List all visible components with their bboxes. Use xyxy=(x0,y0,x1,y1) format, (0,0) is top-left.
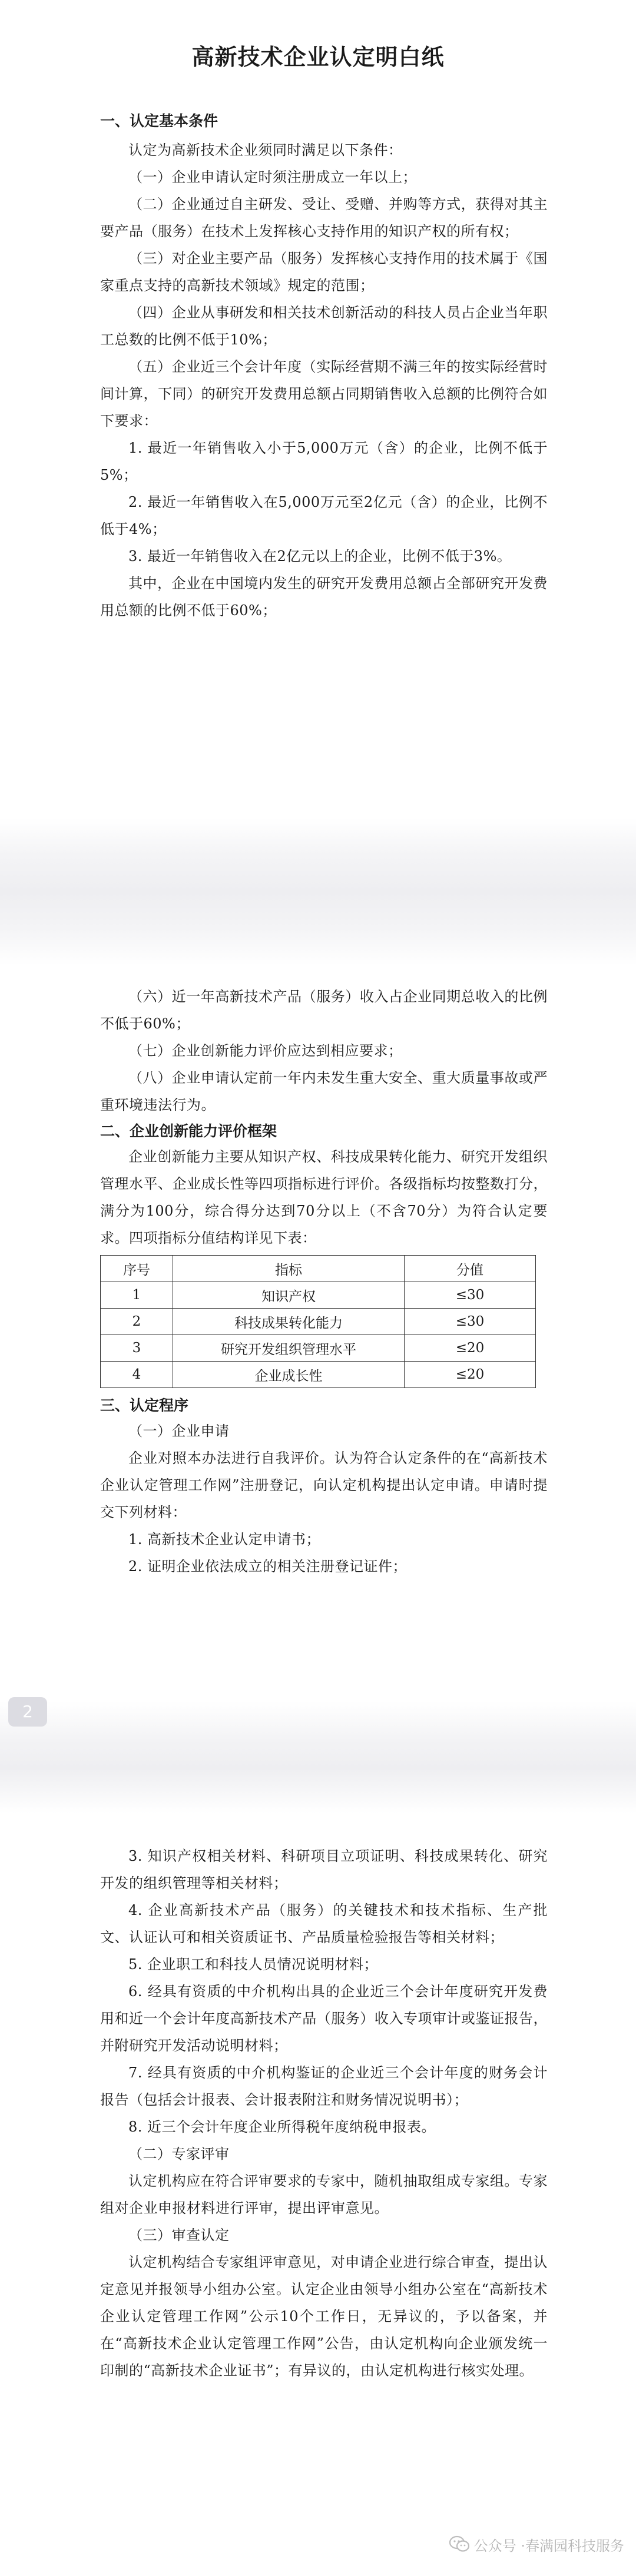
table-row xyxy=(101,1309,536,1335)
table-cell: ≤20 xyxy=(405,1335,536,1362)
table-cell: 研究开发组织管理水平 xyxy=(173,1335,405,1362)
paragraph: （七）企业创新能力评价应达到相应要求； xyxy=(128,1043,403,1059)
page2-content xyxy=(100,983,548,1580)
document-page-1 xyxy=(0,0,636,818)
watermark-account-name: 春满园科技服务 xyxy=(525,2537,624,2554)
paragraph: 2. 最近一年销售收入在5,000万元至2亿元（含）的企业，比例不低于4%； xyxy=(100,494,548,537)
paragraph: （三）对企业主要产品（服务）发挥核心支持作用的技术属于《国家重点支持的高新技术领域》规定的范围； xyxy=(100,250,548,294)
paragraph: 1. 高新技术企业认定申请书； xyxy=(128,1531,321,1548)
wechat-watermark xyxy=(449,2532,624,2556)
paragraph: 6. 经具有资质的中介机构出具的企业近三个会计年度研究开发费用和近一个会计年度高新技术产品（服务）收入专项审计或鉴证报告，并附研究开发活动说明材料； xyxy=(100,1983,548,2054)
table-cell: ≤20 xyxy=(405,1362,536,1388)
paragraph: 企业对照本办法进行自我评价。认为符合认定条件的在“高新技术企业认定管理工作网”注册登记，向认定机构提出认定申请。申请时提交下列材料： xyxy=(100,1450,548,1521)
paragraph: 4. 企业高新技术产品（服务）的关键技术和技术指标、生产批文、认证认可和相关资质证书、产品质量检验报告等相关材料； xyxy=(100,1902,548,1946)
table-cell: 企业成长性 xyxy=(173,1362,405,1388)
paragraph: 认定机构应在符合评审要求的专家中，随机抽取组成专家组。专家组对企业申报材料进行评审，提出评审意见。 xyxy=(100,2173,548,2216)
table-row xyxy=(101,1362,536,1388)
watermark-prefix: 公众号 · xyxy=(473,2537,525,2554)
document-page-3 xyxy=(0,1813,636,2576)
subsection-heading: （二）专家评审 xyxy=(128,2146,230,2162)
paragraph: 认定机构结合专家组评审意见，对申请企业进行综合审查，提出认定意见并报领导小组办公室。认定企业由领导小组办公室在“高新技术企业认定管理工作网”公示10个工作日，无异议的，予以备案，并在“高新技术企业认定管理工作网”公告，由认定机构向企业颁发统一印制的“高新技术企业证书”；有异议的，由认定机构进行核实处理。 xyxy=(100,2254,548,2379)
subsection-heading: （三）审查认定 xyxy=(128,2227,230,2243)
wechat-icon xyxy=(449,2535,469,2553)
paragraph: 企业创新能力主要从知识产权、科技成果转化能力、研究开发组织管理水平、企业成长性等四项指标进行评价。各级指标均按整数打分，满分为100分，综合得分达到70分以上（不含70分）为符合认定要求。四项指标分值结构详见下表： xyxy=(100,1148,548,1246)
paragraph: 1. 最近一年销售收入小于5,000万元（含）的企业，比例不低于5%； xyxy=(100,440,548,483)
table-header-cell: 指标 xyxy=(173,1256,405,1282)
paragraph: （六）近一年高新技术产品（服务）收入占企业同期总收入的比例不低于60%； xyxy=(100,988,548,1032)
document-page-2 xyxy=(0,965,636,1701)
paragraph: 5. 企业职工和科技人员情况说明材料； xyxy=(128,1956,379,1973)
page-separator xyxy=(0,818,636,965)
paragraph: （五）企业近三个会计年度（实际经营期不满三年的按实际经营时间计算，下同）的研究开发费用总额占同期销售收入总额的比例符合如下要求： xyxy=(100,358,548,429)
table-cell: ≤30 xyxy=(405,1282,536,1309)
page3-content xyxy=(100,1843,548,2384)
table-header-cell: 分值 xyxy=(405,1256,536,1282)
paragraph: 其中，企业在中国境内发生的研究开发费用总额占全部研究开发费用总额的比例不低于60%； xyxy=(100,575,548,619)
paragraph: （一）企业申请认定时须注册成立一年以上； xyxy=(128,169,417,185)
table-header-cell: 序号 xyxy=(101,1256,173,1282)
page1-content xyxy=(100,109,548,624)
table-cell: 科技成果转化能力 xyxy=(173,1309,405,1335)
page-separator xyxy=(0,1701,636,1813)
subsection-heading: （一）企业申请 xyxy=(128,1423,230,1439)
table-header-row xyxy=(101,1256,536,1282)
section-heading-evaluation-framework: 二、企业创新能力评价框架 xyxy=(100,1123,277,1140)
score-table xyxy=(100,1255,536,1388)
paragraph: （四）企业从事研发和相关技术创新活动的科技人员占企业当年职工总数的比例不低于10%； xyxy=(100,304,548,348)
table-cell: 4 xyxy=(101,1362,173,1388)
table-cell: 2 xyxy=(101,1309,173,1335)
paragraph: 8. 近三个会计年度企业所得税年度纳税申报表。 xyxy=(128,2119,436,2135)
paragraph: （二）企业通过自主研发、受让、受赠、并购等方式，获得对其主要产品（服务）在技术上发挥核心支持作用的知识产权的所有权； xyxy=(100,196,548,240)
table-cell: ≤30 xyxy=(405,1309,536,1335)
paragraph: 认定为高新技术企业须同时满足以下条件： xyxy=(128,142,403,158)
table-cell: 知识产权 xyxy=(173,1282,405,1309)
paragraph: 7. 经具有资质的中介机构鉴证的企业近三个会计年度的财务会计报告（包括会计报表、会计报表附注和财务情况说明书）； xyxy=(100,2064,548,2108)
section-heading-basic-conditions: 一、认定基本条件 xyxy=(100,112,218,130)
paragraph: （八）企业申请认定前一年内未发生重大安全、重大质量事故或严重环境违法行为。 xyxy=(100,1070,548,1113)
table-row xyxy=(101,1335,536,1362)
section-heading-procedure: 三、认定程序 xyxy=(100,1397,189,1414)
table-cell: 1 xyxy=(101,1282,173,1309)
document-title: 高新技术企业认定明白纸 xyxy=(191,44,445,70)
table-row xyxy=(101,1282,536,1309)
table-cell: 3 xyxy=(101,1335,173,1362)
paragraph: 3. 知识产权相关材料、科研项目立项证明、科技成果转化、研究开发的组织管理等相关材料； xyxy=(100,1848,548,1891)
page-number-badge: 2 xyxy=(8,1697,47,1727)
paragraph: 3. 最近一年销售收入在2亿元以上的企业，比例不低于3%。 xyxy=(128,548,512,565)
paragraph: 2. 证明企业依法成立的相关注册登记证件； xyxy=(128,1558,408,1575)
